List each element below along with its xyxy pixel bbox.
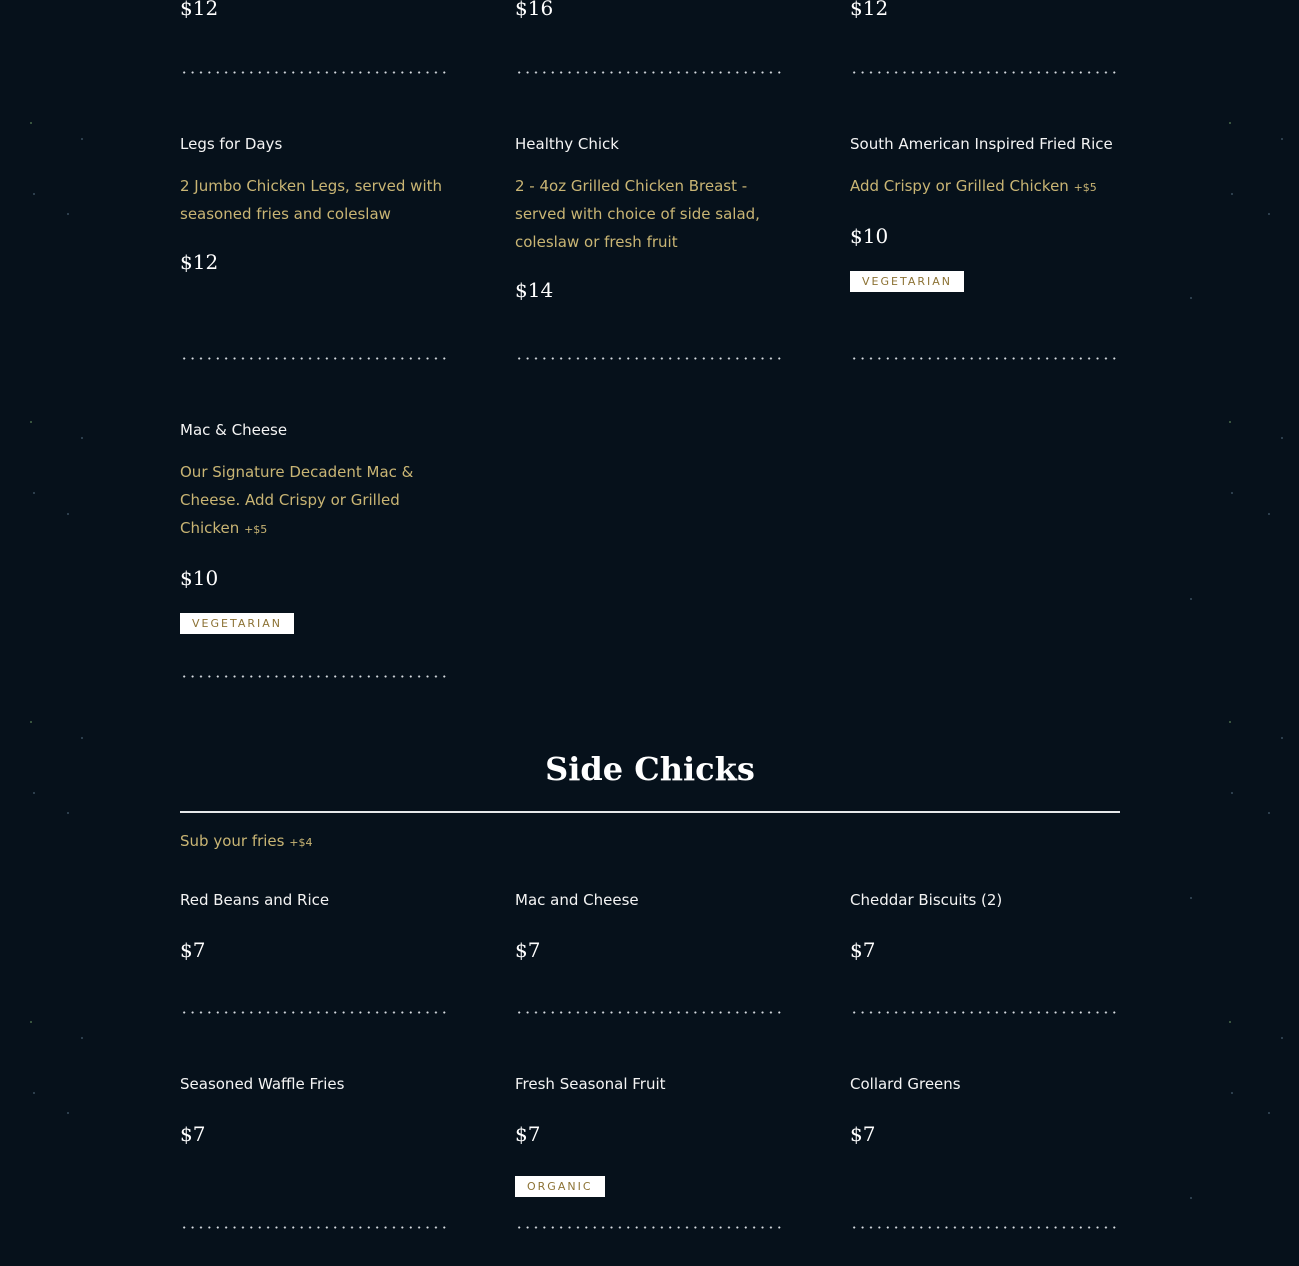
vegetarian-badge: VEGETARIAN	[180, 613, 294, 634]
organic-badge: ORGANIC	[515, 1176, 605, 1197]
item-name: Collard Greens	[850, 1075, 961, 1093]
item-price: $12	[180, 0, 219, 20]
menu-item	[180, 134, 450, 274]
dotted-divider	[850, 1226, 1120, 1229]
dotted-divider	[180, 1226, 450, 1229]
item-price: $10	[180, 566, 219, 590]
dotted-divider	[515, 1226, 785, 1229]
dotted-divider	[515, 357, 785, 360]
section-title: Side Chicks	[545, 750, 755, 788]
subtitle-addon-price: +$4	[289, 836, 313, 849]
item-price: $7	[180, 938, 206, 962]
description-text: Add Crispy or Grilled Chicken	[850, 177, 1069, 195]
dotted-divider	[850, 71, 1120, 74]
menu-item	[515, 890, 785, 962]
item-price: $10	[850, 224, 889, 248]
item-description: 2 Jumbo Chicken Legs, served with seasoned fries and coleslaw	[180, 177, 442, 223]
dotted-divider	[850, 357, 1120, 360]
description-text: Our Signature Decadent Mac & Cheese. Add Crispy or Grilled Chicken	[180, 463, 414, 537]
item-price: $7	[515, 1122, 541, 1146]
vegetarian-badge: VEGETARIAN	[850, 271, 964, 292]
section-divider	[180, 811, 1120, 813]
dotted-divider	[180, 1011, 450, 1014]
menu-item	[850, 1074, 1120, 1146]
item-price: $7	[515, 938, 541, 962]
item-price: $7	[850, 1122, 876, 1146]
item-name: Cheddar Biscuits (2)	[850, 891, 1003, 909]
item-price: $12	[850, 0, 889, 20]
item-name: Red Beans and Rice	[180, 891, 330, 909]
dotted-divider	[180, 357, 450, 360]
menu-item	[515, 134, 785, 302]
description-addon-price: +$5	[244, 523, 268, 536]
item-name: South American Inspired Fried Rice	[850, 135, 1113, 153]
item-name: Seasoned Waffle Fries	[180, 1075, 345, 1093]
description-addon-price: +$5	[1073, 181, 1097, 194]
menu-item	[180, 890, 450, 962]
menu-item	[850, 890, 1120, 962]
dotted-divider	[180, 675, 450, 678]
item-name: Mac & Cheese	[180, 421, 288, 439]
item-description	[180, 458, 450, 544]
dotted-divider	[515, 1011, 785, 1014]
dotted-divider	[850, 1011, 1120, 1014]
item-description	[850, 172, 1120, 202]
item-price: $7	[180, 1122, 206, 1146]
item-description: 2 - 4oz Grilled Chicken Breast - served with choice of side salad, coleslaw or fresh fruit	[515, 177, 760, 251]
menu-item	[180, 420, 450, 634]
section-subtitle	[180, 832, 312, 850]
dotted-divider	[180, 71, 450, 74]
item-price: $7	[850, 938, 876, 962]
subtitle-text: Sub your fries	[180, 832, 285, 850]
menu-item	[515, 1074, 785, 1197]
item-name: Legs for Days	[180, 135, 283, 153]
item-name: Healthy Chick	[515, 135, 619, 153]
item-price: $16	[515, 0, 554, 20]
menu-item	[850, 134, 1120, 292]
dotted-divider	[515, 71, 785, 74]
item-price: $14	[515, 278, 554, 302]
item-price: $12	[180, 250, 219, 274]
menu-item	[180, 1074, 450, 1146]
item-name: Mac and Cheese	[515, 891, 639, 909]
item-name: Fresh Seasonal Fruit	[515, 1075, 666, 1093]
